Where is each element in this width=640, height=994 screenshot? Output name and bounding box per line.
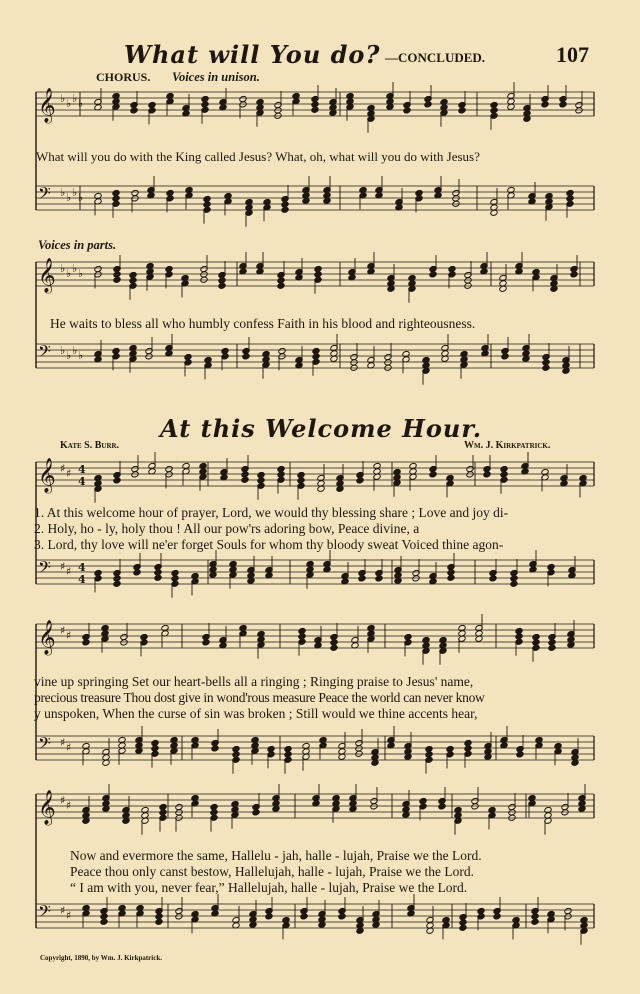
flat-icon: ♭ [78, 97, 84, 110]
sharp-icon: ♯ [66, 799, 72, 812]
lyric-line-parts: He waits to bless all who humbly confess Faith in his blood and righteousness. [50, 316, 476, 331]
flat-icon: ♭ [72, 186, 78, 199]
bass-clef-icon: 𝄢 [38, 557, 51, 581]
treble-clef-icon: 𝄞 [38, 790, 56, 825]
verse2-line2: precious treasure Thou dost give in wond'rous measure Peace the world can never know [34, 690, 485, 705]
bass-clef-icon: 𝄢 [38, 183, 51, 207]
verse3-line3: “ I am with you, never fear,” Hallelujah, halle - lujah, Praise we the Lord. [70, 880, 468, 895]
sharp-icon: ♯ [66, 467, 72, 480]
verse2-line3: Peace thou only canst bestow, Hallelujah, halle - lujah, Praise we the Lord. [70, 864, 475, 879]
flat-icon: ♭ [66, 349, 72, 362]
song-title-concluded: What will You do? [124, 40, 381, 69]
verse1-line3: Now and evermore the same, Hallelu - jah, halle - lujah, Praise we the Lord. [70, 848, 482, 863]
verse3-line1: 3. Lord, thy love will ne'er forget Souls for whom thy bloody sweat Voiced thine agon- [34, 537, 504, 552]
sharp-icon: ♯ [66, 909, 72, 922]
verse1-line2: vine up springing Set our heart-bells all a ringing ; Ringing praise to Jesus' name, [34, 674, 474, 689]
treble-clef-icon: 𝄞 [38, 88, 56, 123]
svg-text:4: 4 [78, 463, 86, 476]
treble-clef-icon: 𝄞 [38, 620, 56, 655]
svg-text:4: 4 [78, 573, 86, 586]
page-number: 107 [556, 42, 589, 67]
bass-clef-icon: 𝄢 [38, 341, 51, 365]
noteheads [82, 784, 586, 835]
svg-text:4: 4 [78, 475, 86, 488]
flat-icon: ♭ [72, 262, 78, 275]
composer: Wm. J. Kirkpatrick. [464, 440, 551, 451]
sharp-icon: ♯ [60, 560, 66, 573]
svg-text:4: 4 [78, 561, 86, 574]
flat-icon: ♭ [60, 344, 66, 357]
sharp-icon: ♯ [60, 624, 66, 637]
lyric-line-chorus: What will you do with the King called Jesus? What, oh, what will you do with Jesus? [36, 149, 480, 164]
verse3-line2: y unspoken, When the curse of sin was broken ; Still would we thine accents hear, [34, 706, 478, 721]
treble-clef-icon: 𝄞 [38, 258, 56, 293]
flat-icon: ♭ [72, 92, 78, 105]
flat-icon: ♭ [66, 267, 72, 280]
chorus-direction: Voices in unison. [172, 70, 260, 84]
copyright-notice: Copyright, 1890, by Wm. J. Kirkpatrick. [40, 954, 162, 962]
verse2-line1: 2. Holy, ho - ly, holy thou ! All our pow'rs adoring bow, Peace divine, a [34, 521, 420, 536]
bass-clef-icon: 𝄢 [38, 901, 51, 925]
sharp-icon: ♯ [60, 736, 66, 749]
flat-icon: ♭ [66, 97, 72, 110]
flat-icon: ♭ [78, 349, 84, 362]
lyricist: Kate S. Burr. [60, 440, 120, 451]
treble-clef-icon: 𝄞 [38, 458, 56, 493]
sharp-icon: ♯ [66, 565, 72, 578]
sharp-icon: ♯ [66, 629, 72, 642]
sharp-icon: ♯ [60, 794, 66, 807]
bass-clef-icon: 𝄢 [38, 733, 51, 757]
song-title-welcome-hour: At this Welcome Hour. [160, 414, 483, 443]
flat-icon: ♭ [60, 262, 66, 275]
flat-icon: ♭ [60, 92, 66, 105]
parts-direction: Voices in parts. [38, 238, 117, 252]
flat-icon: ♭ [78, 191, 84, 204]
sharp-icon: ♯ [60, 904, 66, 917]
concluded-label: —CONCLUDED. [385, 50, 486, 65]
flat-icon: ♭ [78, 267, 84, 280]
sharp-icon: ♯ [66, 741, 72, 754]
flat-icon: ♭ [66, 191, 72, 204]
verse1-line1: 1. At this welcome hour of prayer, Lord, we would thy blessing share ; Love and joy di- [34, 505, 509, 520]
noteheads [82, 894, 588, 945]
chorus-label: CHORUS. [96, 70, 151, 84]
flat-icon: ♭ [72, 344, 78, 357]
sharp-icon: ♯ [60, 462, 66, 475]
flat-icon: ♭ [60, 186, 66, 199]
